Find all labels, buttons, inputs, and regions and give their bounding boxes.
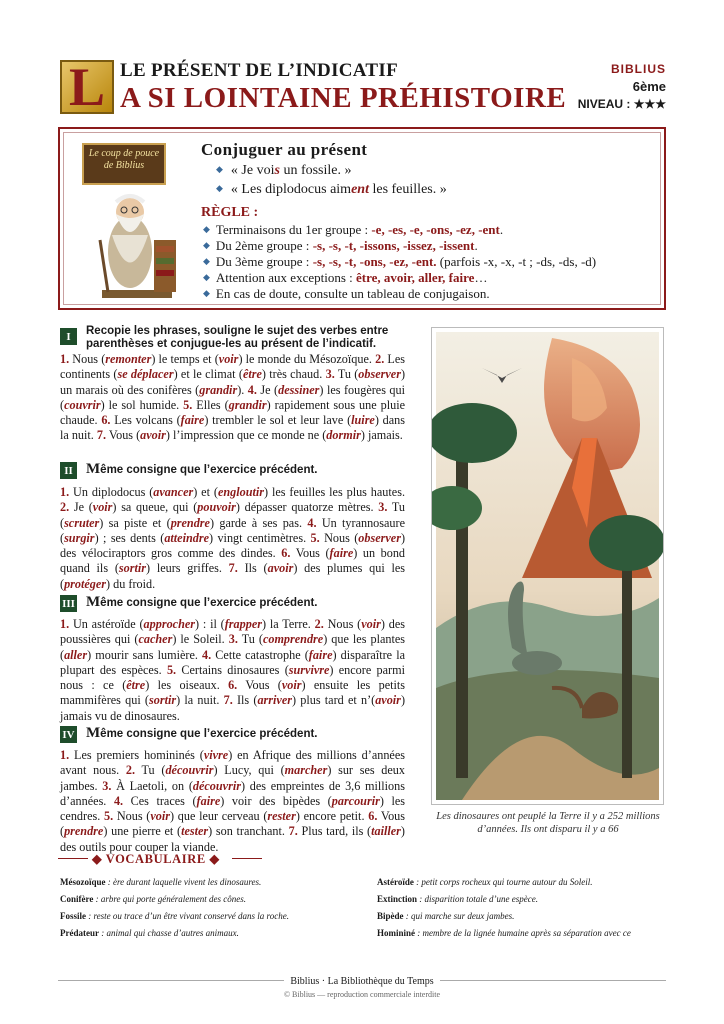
sentence-text: Plus tard, ils ( — [297, 824, 372, 839]
rule-item-1: ◆ Terminaisons du 1er groupe : -e, -es, -e, -ons, -ez, -ent. — [203, 222, 504, 237]
vocab-entry: Astéroïde : petit corps rocheux qui tourne autour du Soleil. — [377, 877, 593, 887]
sentence-text: ). — [237, 382, 248, 397]
vocab-entry: Prédateur : animal qui chasse d’autres animaux. — [60, 928, 239, 938]
sentence-number: 1. — [60, 352, 70, 366]
sentence-number: 4. — [307, 515, 317, 530]
sentence-text: ) disparaître la plupart des espèces. — [60, 647, 405, 677]
sentence-text: ) les oiseaux. — [145, 678, 229, 693]
sentence-number: 1. — [60, 485, 70, 499]
verb-to-conjugate: observer — [358, 367, 401, 382]
vocab-entry: Extinction : disparition totale d’une espèce. — [377, 894, 538, 904]
vocab-entry: Homininé : membre de la lignée humaine après sa séparation avec ce — [377, 928, 631, 938]
verb-to-conjugate: voir — [150, 809, 170, 824]
sentence-text: ) le temps et ( — [151, 352, 219, 366]
image-caption: Les dinosaures ont peuplé la Terre il y a 252 millions d’années. Ils ont disparu il y a 66 — [436, 811, 660, 835]
verb-to-conjugate: prendre — [170, 515, 210, 530]
sentence-text: Certains dinosaures ( — [176, 662, 289, 677]
diamond-bullet-icon: ◆ — [203, 272, 210, 282]
sentence-number: 6. — [281, 546, 291, 561]
sentence-text: ) la nuit. — [176, 693, 224, 708]
sentence-text: ) trembler le sol et leur lave ( — [204, 413, 352, 428]
sentence-number: 5. — [183, 397, 193, 412]
sentence-number: 2. — [375, 352, 385, 366]
verb-to-conjugate: couvrir — [64, 397, 101, 412]
verb-to-conjugate: voir — [218, 352, 239, 366]
sentence-number: 2. — [60, 500, 70, 515]
sentence-text: Ils ( — [237, 561, 268, 576]
sentence-number: 1. — [60, 617, 70, 631]
diamond-bullet-icon: ◆ — [203, 256, 210, 266]
verb-to-conjugate: sortir — [148, 693, 177, 708]
rule-item-4: ◆ Attention aux exceptions : être, avoir, aller, faire… — [203, 270, 488, 285]
verb-to-conjugate: luire — [351, 413, 375, 428]
sentence-text: Tu ( — [60, 500, 405, 530]
rule-box-title: Conjuguer au présent — [201, 140, 368, 159]
verb-to-conjugate: marcher — [284, 763, 328, 778]
verb-to-conjugate: pouvoir — [197, 500, 236, 515]
sentence-number: 6. — [101, 413, 111, 428]
sentence-text: ) très chaud. — [261, 367, 326, 382]
sentence-text: ) les feuilles les plus hautes. — [264, 485, 405, 499]
sentence-number: 5. — [103, 809, 114, 824]
sentence-text: Nous ( — [113, 809, 151, 824]
sentence-text: Tu ( — [237, 632, 263, 647]
verb-to-conjugate: avoir — [140, 428, 166, 443]
sentence-text: Vous ( — [237, 678, 282, 693]
verb-to-conjugate: vivre — [203, 748, 229, 762]
sentence-text: Un diplodocus ( — [69, 485, 154, 499]
sentence-text: ) mourir sans lumière. — [87, 647, 203, 662]
verb-to-conjugate: faire — [308, 647, 333, 662]
difficulty-level — [578, 97, 666, 111]
verb-to-conjugate: voir — [361, 617, 381, 631]
sentence-text: Les continents ( — [60, 352, 405, 382]
sentence-number: 1. — [60, 748, 70, 762]
footer-title: Biblius · La Bibliothèque du Temps — [0, 976, 724, 987]
verb-to-conjugate: grandir — [199, 382, 238, 397]
sentence-number: 4. — [247, 382, 257, 397]
sentence-text: ) jamais vu de dinosaures. — [60, 693, 405, 723]
mascot-sign: Le coup de pouce de Biblius — [82, 143, 166, 185]
sentence-text: ) du froid. — [106, 576, 156, 591]
sentence-number: 5. — [166, 662, 177, 677]
sentence-text: ) : il ( — [195, 617, 225, 631]
diamond-bullet-icon: ◆ — [203, 224, 210, 234]
sentence-text: ) et ( — [193, 485, 218, 499]
sentence-text: Vous ( — [60, 809, 406, 839]
sentence-text: Ces traces ( — [123, 793, 197, 808]
sentence-text: ) encore petit. — [295, 809, 369, 824]
sentence-text: Ils ( — [232, 693, 258, 708]
verb-to-conjugate: dormir — [326, 428, 361, 443]
sentence-text: Vous ( — [290, 546, 330, 561]
sentence-number: 2. — [125, 763, 136, 778]
sentence-text: ) le sol humide. — [100, 397, 184, 412]
sentence-text: ) garde à ses pas. — [209, 515, 308, 530]
level-stars: ★★★ — [633, 97, 666, 111]
sentence-number: 3. — [102, 778, 112, 793]
verb-to-conjugate: avoir — [267, 561, 294, 576]
vocab-entry: Fossile : reste ou trace d’un être vivant conservé dans la roche. — [60, 911, 289, 921]
sentence-text: ) sur ses deux jambes. — [60, 763, 405, 793]
verb-to-conjugate: prendre — [64, 824, 104, 839]
verb-to-conjugate: atteindre — [164, 530, 209, 545]
verb-to-conjugate: sortir — [118, 561, 146, 576]
sentence-text: Elles ( — [192, 397, 229, 412]
sentence-number: 7. — [288, 824, 298, 839]
verb-to-conjugate: aller — [64, 647, 88, 662]
sentence-text: ) sa piste et ( — [99, 515, 171, 530]
exercise-number-badge: II — [60, 462, 77, 479]
verb-to-conjugate: grandir — [228, 397, 267, 412]
diamond-bullet-icon: ◆ — [216, 183, 223, 193]
sentence-text: ) un marais où des conifères ( — [60, 367, 406, 397]
exercise-2-text — [60, 485, 405, 592]
sentence-text: Tu ( — [135, 763, 166, 778]
sentence-text: Un tyrannosaure ( — [60, 515, 405, 545]
sentence-text: ) encore parmi nous : ce ( — [60, 662, 405, 693]
sentence-text: ) leurs griffes. — [146, 561, 229, 576]
rule-item-2: ◆ Du 2ème groupe : -s, -s, -t, -issons, -issez, -issent. — [203, 238, 478, 253]
verb-to-conjugate: être — [242, 367, 262, 382]
sentence-text: ) des vélociraptors gros comme des dindes. — [60, 530, 406, 561]
sentence-text: ) et le climat ( — [173, 367, 243, 382]
sentence-text: ) voir des bipèdes ( — [220, 793, 332, 808]
rule-item-5: ◆ En cas de doute, consulte un tableau de conjugaison. — [203, 286, 490, 301]
verb-to-conjugate: parcourir — [331, 793, 380, 808]
sentence-text: À Laetoli, on ( — [111, 778, 193, 793]
sentence-text: Nous ( — [323, 617, 362, 631]
diamond-bullet-icon: ◆ — [216, 164, 223, 174]
example-2: ◆ « Les diplodocus aiment les feuilles. » — [216, 182, 447, 197]
verb-to-conjugate: approcher — [143, 617, 196, 631]
sentence-text: ) son tranchant. — [208, 824, 289, 839]
sentence-text: ) Lucy, qui ( — [213, 763, 285, 778]
sentence-text: ) l’impression que ce monde ne ( — [165, 428, 327, 443]
sentence-number: 7. — [223, 693, 233, 708]
verb-to-conjugate: voir — [281, 678, 302, 693]
sentence-number: 7. — [228, 561, 238, 576]
sentence-text: ) des poussières qui ( — [60, 617, 406, 647]
rule-heading: RÈGLE : — [201, 205, 259, 220]
sentence-number: 4. — [202, 647, 212, 662]
prehistoric-illustration-frame — [431, 327, 664, 805]
sentence-text: ) dépasser quatorze mètres. — [235, 500, 379, 515]
verb-to-conjugate: survivre — [288, 662, 330, 677]
verb-to-conjugate: comprendre — [262, 632, 324, 647]
verb-to-conjugate: surgir — [64, 530, 95, 545]
verb-to-conjugate: frapper — [224, 617, 262, 631]
verb-to-conjugate: rester — [267, 809, 296, 824]
verb-to-conjugate: être — [126, 678, 146, 693]
verb-to-conjugate: faire — [196, 793, 221, 808]
verb-to-conjugate: découvrir — [165, 763, 214, 778]
sentence-text: Vous ( — [106, 428, 141, 443]
sentence-text: ) les fougères qui ( — [60, 382, 406, 412]
sentence-text: Nous ( — [319, 530, 359, 545]
verb-to-conjugate: découvrir — [192, 778, 241, 793]
page-subtitle: LE PRÉSENT DE L’INDICATIF — [120, 60, 398, 81]
brand-name: BIBLIUS — [611, 62, 666, 76]
verb-to-conjugate: observer — [358, 530, 401, 545]
verb-to-conjugate: se déplacer — [117, 367, 174, 382]
sentence-text: ) des empreintes de 3,6 millions d’années. — [60, 778, 405, 808]
divider — [58, 858, 88, 859]
verb-to-conjugate: remonter — [105, 352, 152, 366]
verb-to-conjugate: protéger — [64, 576, 107, 591]
rule-item-3: ◆ Du 3ème groupe : -s, -s, -t, -ons, -ez, -ent. (parfois -x, -x, -t ; -ds, -ds, -d) — [203, 254, 597, 269]
sentence-number: 6. — [228, 678, 238, 693]
exercise-number-badge: IV — [60, 726, 77, 743]
verb-to-conjugate: tailler — [371, 824, 401, 839]
exercise-instruction: Même consigne que l’exercice précédent. — [86, 725, 318, 741]
verb-to-conjugate: faire — [180, 413, 205, 428]
sentence-text: ) le monde du Mésozoïque. — [238, 352, 376, 366]
sentence-text: Les premiers homininés ( — [69, 748, 204, 762]
sentence-text: Je ( — [69, 500, 93, 515]
sentence-text: ) dans la nuit. — [60, 413, 406, 443]
exercise-1-text — [60, 352, 405, 444]
sentence-text: Un astéroïde ( — [69, 617, 144, 631]
verb-to-conjugate: tester — [181, 824, 209, 839]
verb-to-conjugate: arriver — [257, 693, 292, 708]
verb-to-conjugate: avancer — [153, 485, 194, 499]
verb-to-conjugate: cacher — [138, 632, 173, 647]
exercise-number-badge: I — [60, 328, 77, 345]
sentence-text: ) que leur cerveau ( — [169, 809, 268, 824]
sentence-text: ) le Soleil. — [172, 632, 229, 647]
exercise-4-text — [60, 748, 405, 855]
prehistoric-landscape-illustration — [432, 328, 663, 804]
sentence-number: 2. — [314, 617, 324, 631]
sentence-text: Tu ( — [334, 367, 359, 382]
sentence-number: 3. — [228, 632, 238, 647]
sentence-text: Je ( — [256, 382, 279, 397]
sentence-text: Cette catastrophe ( — [211, 647, 309, 662]
sentence-number: 4. — [113, 793, 124, 808]
sentence-text: ) des outils pour couper la viande. — [60, 824, 405, 854]
sentence-text: ) des plumes qui les ( — [60, 561, 406, 591]
vocab-entry: Conifère : arbre qui porte généralement des cônes. — [60, 894, 246, 904]
footer-copyright: © Biblius — reproduction commerciale interdite — [283, 990, 441, 999]
verb-to-conjugate: voir — [92, 500, 113, 515]
sentence-text: Les volcans ( — [110, 413, 181, 428]
sentence-number: 7. — [96, 428, 107, 443]
sentence-text: ) un bond quand ils ( — [60, 546, 406, 576]
verb-to-conjugate: avoir — [375, 693, 401, 708]
vocabulary-heading: ◆ VOCABULAIRE ◆ — [92, 852, 220, 866]
page-title: A SI LOINTAINE PRÉHISTOIRE — [120, 82, 567, 114]
level-label: NIVEAU : — [577, 97, 631, 111]
divider — [232, 858, 262, 859]
verb-to-conjugate: faire — [329, 546, 354, 561]
verb-to-conjugate: scruter — [64, 515, 100, 530]
exercise-number-badge: III — [60, 595, 77, 612]
sentence-text: ) ; ses dents ( — [94, 530, 165, 545]
sentence-text: ) rapidement sous une pluie chaude. — [60, 397, 405, 428]
sentence-text: ) ensuite les petits mammifères qui ( — [60, 678, 406, 708]
sentence-text: ) vingt centimètres. — [209, 530, 311, 545]
sentence-text: ) plus tard et n’( — [291, 693, 376, 708]
vocab-entry: Mésozoïque : ère durant laquelle vivent les dinosaures. — [60, 877, 262, 887]
verb-to-conjugate: engloutir — [217, 485, 264, 499]
sentence-text: ) que les plantes ( — [60, 632, 406, 662]
exercise-instruction: Même consigne que l’exercice précédent. — [86, 594, 318, 610]
sentence-number: 3. — [378, 500, 388, 515]
grade-level: 6ème — [632, 79, 666, 94]
sentence-text: ) sa queue, qui ( — [112, 500, 198, 515]
sentence-text: ) les cendres. — [60, 793, 406, 824]
diamond-bullet-icon: ◆ — [203, 288, 210, 298]
exercise-instruction: Recopie les phrases, souligne le sujet des verbes entre parenthèses et conjugue-les au présent de l’indicatif. — [86, 325, 389, 350]
vocab-entry: Bipède : qui marche sur deux jambes. — [377, 911, 515, 921]
sentence-number: 6. — [368, 809, 378, 824]
example-1: ◆ « Je vois un fossile. » — [216, 163, 352, 178]
sentence-number: 5. — [310, 530, 320, 545]
sentence-text: ) en Afrique des millions d’années avant nous. — [60, 748, 405, 778]
sentence-number: 3. — [325, 367, 335, 382]
verb-to-conjugate: dessiner — [278, 382, 320, 397]
sentence-text: ) jamais. — [360, 428, 403, 443]
diamond-bullet-icon: ◆ — [203, 240, 210, 250]
sentence-text: ) une pierre et ( — [103, 824, 182, 839]
exercise-instruction: Même consigne que l’exercice précédent. — [86, 461, 318, 477]
dropcap-letter: L — [60, 60, 114, 114]
sentence-text: ) la Terre. — [262, 617, 315, 631]
sentence-text: Nous ( — [69, 352, 106, 366]
exercise-3-text — [60, 617, 405, 724]
